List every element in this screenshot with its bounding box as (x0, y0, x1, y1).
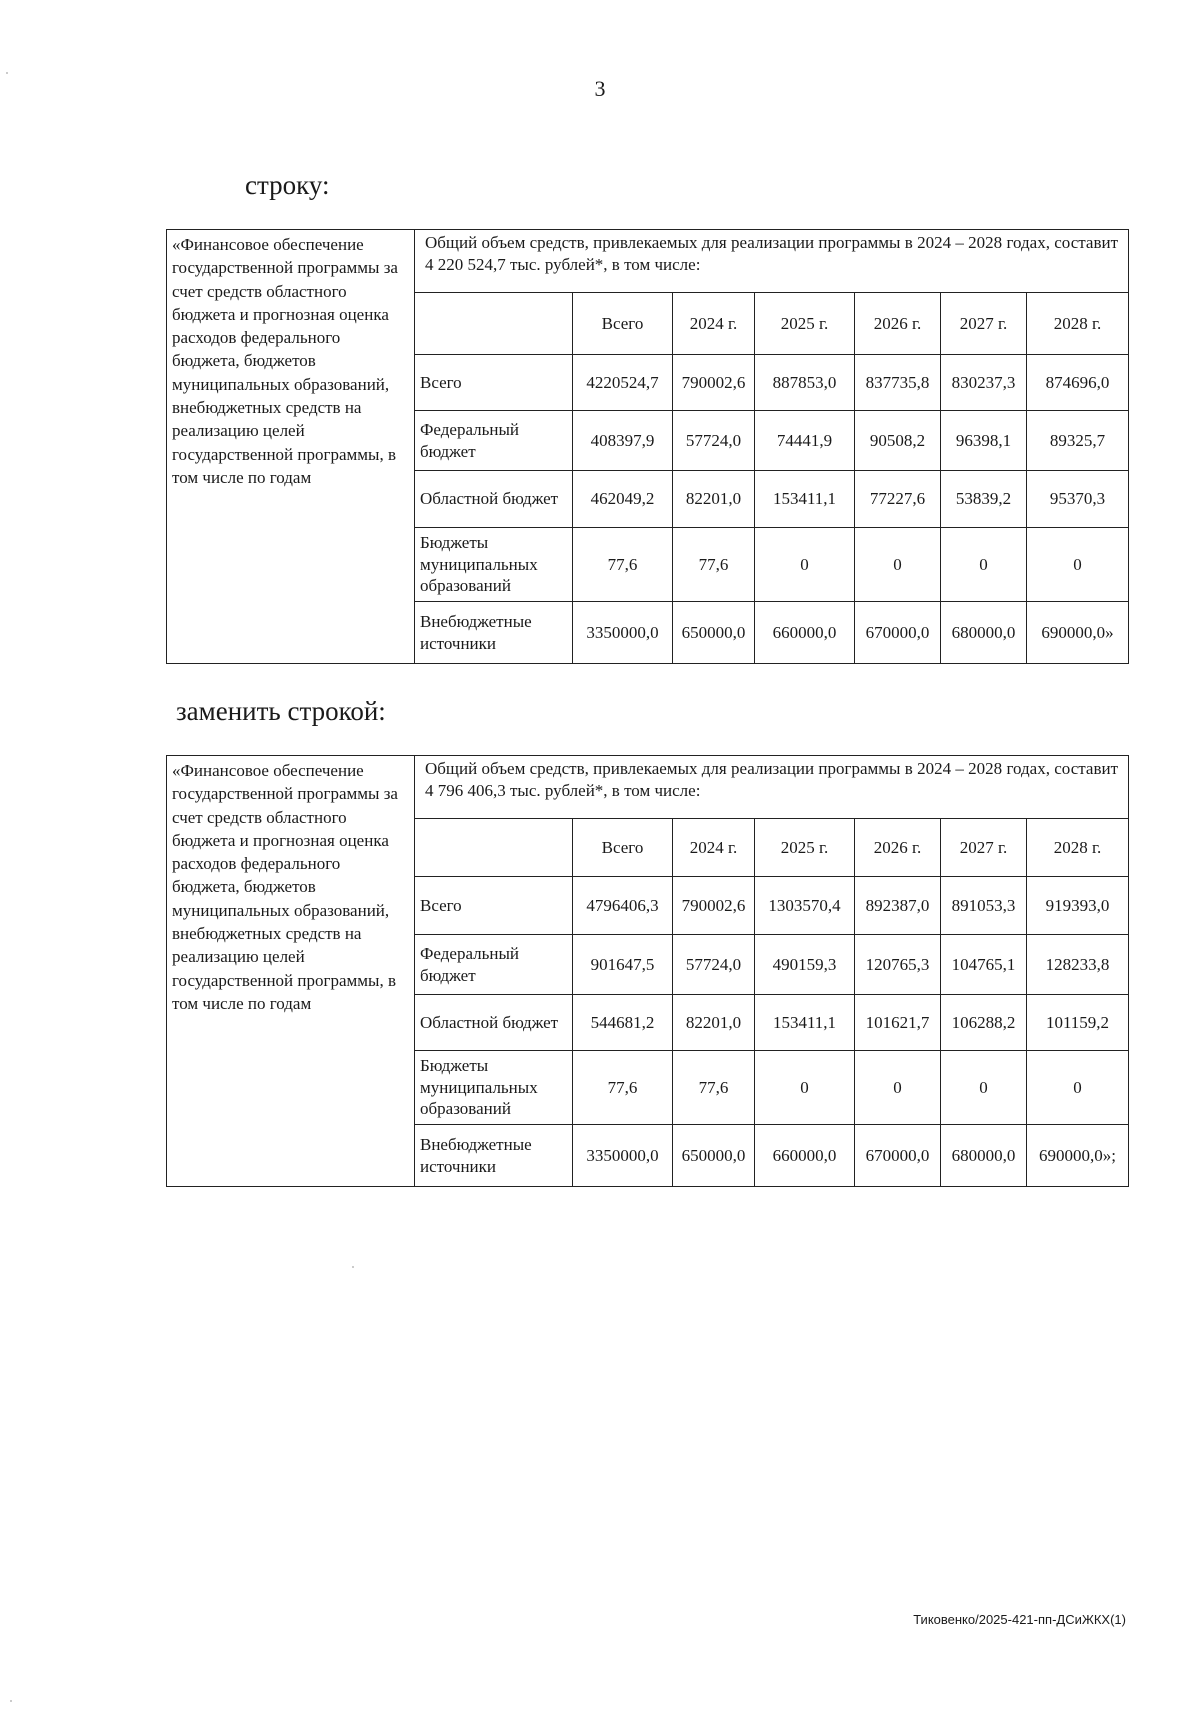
cell-2027: 830237,3 (941, 355, 1027, 411)
cell-total: 77,6 (573, 1051, 673, 1125)
cell-2025: 153411,1 (755, 995, 855, 1051)
row-label: Бюджеты муниципальных образований (415, 1051, 573, 1125)
cell-total: 544681,2 (573, 995, 673, 1051)
row-label: Федеральный бюджет (415, 411, 573, 471)
cell-2025: 660000,0 (755, 1125, 855, 1187)
cell-2027: 106288,2 (941, 995, 1027, 1051)
cell-total: 4220524,7 (573, 355, 673, 411)
cell-2025: 490159,3 (755, 935, 855, 995)
cell-2025: 660000,0 (755, 602, 855, 664)
cell-2028: 95370,3 (1027, 471, 1129, 528)
header-total: Всего (573, 293, 673, 355)
row-label: Внебюджетные источники (415, 1125, 573, 1187)
row-label: Областной бюджет (415, 995, 573, 1051)
row-label: Областной бюджет (415, 471, 573, 528)
scan-speck (6, 72, 8, 74)
cell-2028: 874696,0 (1027, 355, 1129, 411)
cell-total: 77,6 (573, 528, 673, 602)
heading-original-row: строку: (245, 170, 330, 200)
cell-2026: 77227,6 (855, 471, 941, 528)
cell-total: 4796406,3 (573, 877, 673, 935)
row-label: Бюджеты муниципальных образований (415, 528, 573, 602)
header-empty-cell (415, 819, 573, 877)
header-year-2028: 2028 г. (1027, 819, 1129, 877)
cell-2024: 790002,6 (673, 355, 755, 411)
cell-2027: 104765,1 (941, 935, 1027, 995)
cell-2028: 690000,0» (1027, 602, 1129, 664)
budget-table-replacement (166, 755, 1129, 1187)
cell-total: 3350000,0 (573, 1125, 673, 1187)
cell-2024: 57724,0 (673, 935, 755, 995)
cell-2027: 0 (941, 1051, 1027, 1125)
row-label: Всего (415, 877, 573, 935)
page-number: 3 (594, 76, 606, 101)
cell-2024: 82201,0 (673, 471, 755, 528)
header-empty-cell (415, 293, 573, 355)
cell-2025: 74441,9 (755, 411, 855, 471)
header-year-2024: 2024 г. (673, 819, 755, 877)
cell-2028: 0 (1027, 1051, 1129, 1125)
scan-speck (352, 1266, 354, 1268)
header-total: Всего (573, 819, 673, 877)
cell-2028: 101159,2 (1027, 995, 1129, 1051)
document-footer-id: Тиковенко/2025-421-пп-ДСиЖКХ(1) (913, 1612, 1126, 1627)
row-label: Всего (415, 355, 573, 411)
funding-label-cell: «Финансовое обеспечение государственной программы за счет средств областного бюджета и прогнозная оценка расходов федерального бюджета, бюджетов муниципальных образований, внебюджетных средств на реализацию целей государственной программы, в том числе по годам (167, 230, 415, 664)
header-year-2026: 2026 г. (855, 819, 941, 877)
cell-2026: 892387,0 (855, 877, 941, 935)
cell-2024: 650000,0 (673, 602, 755, 664)
row-label: Внебюджетные источники (415, 602, 573, 664)
cell-2026: 90508,2 (855, 411, 941, 471)
cell-2028: 690000,0»; (1027, 1125, 1129, 1187)
cell-2026: 837735,8 (855, 355, 941, 411)
cell-2026: 120765,3 (855, 935, 941, 995)
cell-2027: 96398,1 (941, 411, 1027, 471)
cell-2027: 680000,0 (941, 602, 1027, 664)
cell-2024: 650000,0 (673, 1125, 755, 1187)
cell-2026: 670000,0 (855, 1125, 941, 1187)
header-year-2025: 2025 г. (755, 819, 855, 877)
cell-2026: 0 (855, 1051, 941, 1125)
cell-2026: 0 (855, 528, 941, 602)
cell-2028: 0 (1027, 528, 1129, 602)
header-year-2025: 2025 г. (755, 293, 855, 355)
budget-table-original (166, 229, 1129, 664)
cell-2026: 101621,7 (855, 995, 941, 1051)
cell-2024: 77,6 (673, 528, 755, 602)
heading-replacement-row: заменить строкой: (176, 696, 386, 726)
cell-2028: 128233,8 (1027, 935, 1129, 995)
total-funding-intro: Общий объем средств, привлекаемых для реализации программы в 2024 – 2028 годах, составит 4 220 524,7 тыс. рублей*, в том числе: (415, 230, 1129, 293)
total-funding-intro: Общий объем средств, привлекаемых для реализации программы в 2024 – 2028 годах, составит 4 796 406,3 тыс. рублей*, в том числе: (415, 756, 1129, 819)
cell-2027: 0 (941, 528, 1027, 602)
cell-2024: 82201,0 (673, 995, 755, 1051)
cell-2027: 680000,0 (941, 1125, 1027, 1187)
cell-2027: 891053,3 (941, 877, 1027, 935)
cell-2026: 670000,0 (855, 602, 941, 664)
row-label: Федеральный бюджет (415, 935, 573, 995)
cell-2025: 153411,1 (755, 471, 855, 528)
header-year-2028: 2028 г. (1027, 293, 1129, 355)
cell-total: 462049,2 (573, 471, 673, 528)
cell-2025: 1303570,4 (755, 877, 855, 935)
header-year-2024: 2024 г. (673, 293, 755, 355)
cell-2024: 790002,6 (673, 877, 755, 935)
cell-total: 901647,5 (573, 935, 673, 995)
cell-2024: 77,6 (673, 1051, 755, 1125)
scan-speck (10, 1700, 12, 1702)
header-year-2027: 2027 г. (941, 293, 1027, 355)
cell-2025: 0 (755, 1051, 855, 1125)
header-year-2027: 2027 г. (941, 819, 1027, 877)
cell-2024: 57724,0 (673, 411, 755, 471)
cell-2025: 887853,0 (755, 355, 855, 411)
cell-2028: 919393,0 (1027, 877, 1129, 935)
cell-2027: 53839,2 (941, 471, 1027, 528)
cell-total: 3350000,0 (573, 602, 673, 664)
cell-2025: 0 (755, 528, 855, 602)
header-year-2026: 2026 г. (855, 293, 941, 355)
cell-2028: 89325,7 (1027, 411, 1129, 471)
cell-total: 408397,9 (573, 411, 673, 471)
funding-label-cell: «Финансовое обеспечение государственной программы за счет средств областного бюджета и прогнозная оценка расходов федерального бюджета, бюджетов муниципальных образований, внебюджетных средств на реализацию целей государственной программы, в том числе по годам (167, 756, 415, 1187)
